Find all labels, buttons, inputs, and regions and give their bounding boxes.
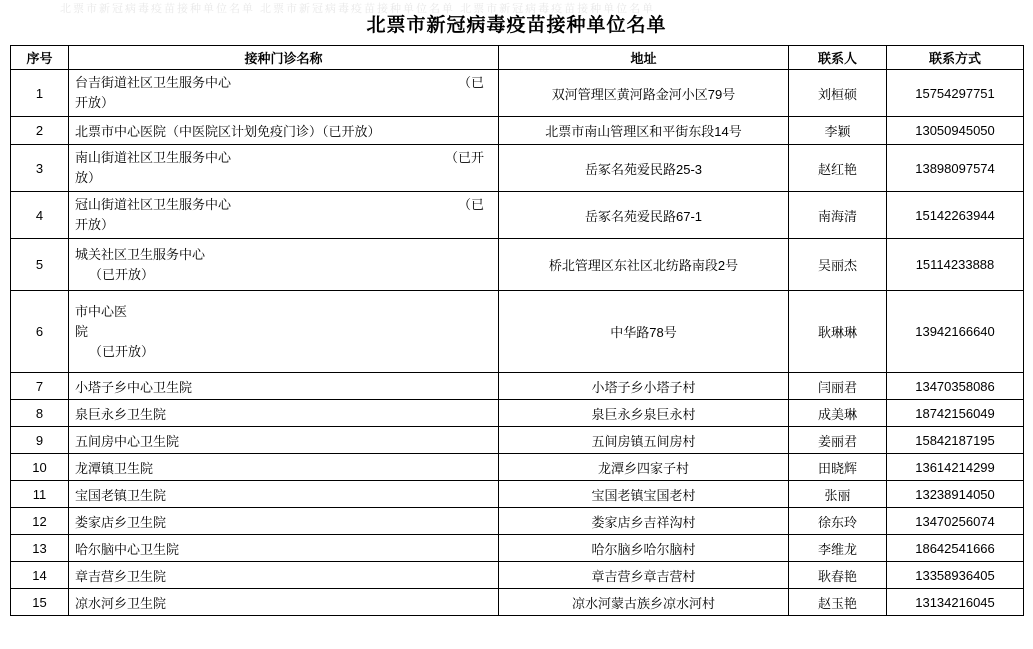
- cell-name-tail: （已开: [444, 150, 484, 165]
- cell-name: 北票市中心医院（中医院区计划免疫门诊）（已开放）: [69, 117, 499, 145]
- cell-phone: 13238914050: [887, 481, 1024, 508]
- cell-name-line2: 院: [75, 323, 89, 339]
- cell-name: 章吉营乡卫生院: [69, 562, 499, 589]
- column-header-contact-person: 联系人: [789, 46, 887, 70]
- cell-person: 闫丽君: [789, 373, 887, 400]
- cell-person: 姜丽君: [789, 427, 887, 454]
- cell-seq: 15: [11, 589, 69, 616]
- cell-person: 张丽: [789, 481, 887, 508]
- table-row: [11, 192, 1024, 239]
- cell-name-line3: （已开放）: [89, 343, 155, 359]
- cell-phone: 13134216045: [887, 589, 1024, 616]
- cell-phone: 13050945050: [887, 117, 1024, 145]
- cell-address: 桥北管理区东社区北纺路南段2号: [499, 239, 789, 291]
- cell-name: [69, 70, 499, 117]
- cell-address: 龙潭乡四家子村: [499, 454, 789, 481]
- cell-name-line2: 开放）: [75, 217, 115, 232]
- cell-address: 泉巨永乡泉巨永村: [499, 400, 789, 427]
- cell-name: 小塔子乡中心卫生院: [69, 373, 499, 400]
- table-row: [11, 373, 1024, 400]
- cell-person: 李颖: [789, 117, 887, 145]
- column-header-seq: 序号: [11, 46, 69, 70]
- cell-name: [69, 239, 499, 291]
- cell-name: [69, 192, 499, 239]
- cell-address: 小塔子乡小塔子村: [499, 373, 789, 400]
- cell-seq: 2: [11, 117, 69, 145]
- cell-phone: 13898097574: [887, 145, 1024, 192]
- cell-seq: 1: [11, 70, 69, 117]
- cell-name-line2: 开放）: [75, 95, 115, 110]
- cell-seq: 9: [11, 427, 69, 454]
- cell-name: [69, 145, 499, 192]
- cell-name: 凉水河乡卫生院: [69, 589, 499, 616]
- cell-person: 赵玉艳: [789, 589, 887, 616]
- column-header-address: 地址: [499, 46, 789, 70]
- cell-phone: 18742156049: [887, 400, 1024, 427]
- cell-name: 哈尔脑中心卫生院: [69, 535, 499, 562]
- column-header-name: 接种门诊名称: [69, 46, 499, 70]
- cell-phone: 15842187195: [887, 427, 1024, 454]
- cell-name: 泉巨永乡卫生院: [69, 400, 499, 427]
- cell-person: 耿琳琳: [789, 291, 887, 373]
- cell-name: 娄家店乡卫生院: [69, 508, 499, 535]
- cell-name-line1: 冠山街道社区卫生服务中心: [75, 197, 232, 212]
- table-row: [11, 508, 1024, 535]
- cell-person: 田晓辉: [789, 454, 887, 481]
- cell-person: 李维龙: [789, 535, 887, 562]
- cell-name: [69, 291, 499, 373]
- cell-seq: 11: [11, 481, 69, 508]
- cell-seq: 13: [11, 535, 69, 562]
- table-row: [11, 239, 1024, 291]
- table-row: [11, 427, 1024, 454]
- cell-person: 赵红艳: [789, 145, 887, 192]
- cell-name-line1: 南山街道社区卫生服务中心: [75, 150, 232, 165]
- table-row: [11, 145, 1024, 192]
- cell-phone: 15754297751: [887, 70, 1024, 117]
- cell-name: 龙潭镇卫生院: [69, 454, 499, 481]
- table-row: [11, 589, 1024, 616]
- cell-address: 哈尔脑乡哈尔脑村: [499, 535, 789, 562]
- cell-phone: 15142263944: [887, 192, 1024, 239]
- cell-address: 宝国老镇宝国老村: [499, 481, 789, 508]
- cell-name-tail: （已: [457, 197, 484, 212]
- cell-seq: 3: [11, 145, 69, 192]
- cell-seq: 10: [11, 454, 69, 481]
- cell-seq: 12: [11, 508, 69, 535]
- cell-person: 刘桓硕: [789, 70, 887, 117]
- cell-seq: 6: [11, 291, 69, 373]
- cell-address: 五间房镇五间房村: [499, 427, 789, 454]
- cell-name-line2: 放）: [75, 170, 102, 185]
- table-row: [11, 535, 1024, 562]
- cell-phone: 18642541666: [887, 535, 1024, 562]
- watermark-text: 北票市新冠病毒疫苗接种单位名单 北票市新冠病毒疫苗接种单位名单 北票市新冠病毒疫苗接种单位名单: [60, 3, 656, 14]
- cell-seq: 14: [11, 562, 69, 589]
- table-row: [11, 291, 1024, 373]
- table-row: [11, 117, 1024, 145]
- cell-address: 双河管理区黄河路金河小区79号: [499, 70, 789, 117]
- cell-name-line2: （已开放）: [89, 266, 155, 282]
- cell-seq: 8: [11, 400, 69, 427]
- cell-phone: 13614214299: [887, 454, 1024, 481]
- table-row: [11, 70, 1024, 117]
- cell-address: 岳冢名苑爱民路67-1: [499, 192, 789, 239]
- table-row: [11, 454, 1024, 481]
- cell-phone: 13470256074: [887, 508, 1024, 535]
- cell-name-line1: 台吉街道社区卫生服务中心: [75, 75, 232, 90]
- cell-phone: 13942166640: [887, 291, 1024, 373]
- page-title: 北票市新冠病毒疫苗接种单位名单: [366, 15, 667, 36]
- cell-name: 五间房中心卫生院: [69, 427, 499, 454]
- column-header-contact-phone: 联系方式: [887, 46, 1024, 70]
- cell-person: 吴丽杰: [789, 239, 887, 291]
- cell-person: 南海清: [789, 192, 887, 239]
- table-row: [11, 481, 1024, 508]
- vaccination-sites-table: [10, 45, 1024, 616]
- cell-address: 岳冢名苑爱民路25-3: [499, 145, 789, 192]
- cell-phone: 13358936405: [887, 562, 1024, 589]
- cell-address: 北票市南山管理区和平街东段14号: [499, 117, 789, 145]
- cell-address: 娄家店乡吉祥沟村: [499, 508, 789, 535]
- table-row: [11, 562, 1024, 589]
- cell-person: 成美琳: [789, 400, 887, 427]
- cell-person: 耿春艳: [789, 562, 887, 589]
- cell-address: 中华路78号: [499, 291, 789, 373]
- table-header-row: [11, 46, 1024, 70]
- cell-name-line1: 城关社区卫生服务中心: [75, 246, 206, 262]
- cell-address: 凉水河蒙古族乡凉水河村: [499, 589, 789, 616]
- cell-person: 徐东玲: [789, 508, 887, 535]
- cell-phone: 13470358086: [887, 373, 1024, 400]
- cell-phone: 15114233888: [887, 239, 1024, 291]
- cell-name: 宝国老镇卫生院: [69, 481, 499, 508]
- cell-seq: 5: [11, 239, 69, 291]
- table-row: [11, 400, 1024, 427]
- cell-name-line1: 市中心医: [75, 303, 128, 319]
- cell-seq: 4: [11, 192, 69, 239]
- cell-seq: 7: [11, 373, 69, 400]
- cell-address: 章吉营乡章吉营村: [499, 562, 789, 589]
- cell-name-tail: （已: [457, 75, 484, 90]
